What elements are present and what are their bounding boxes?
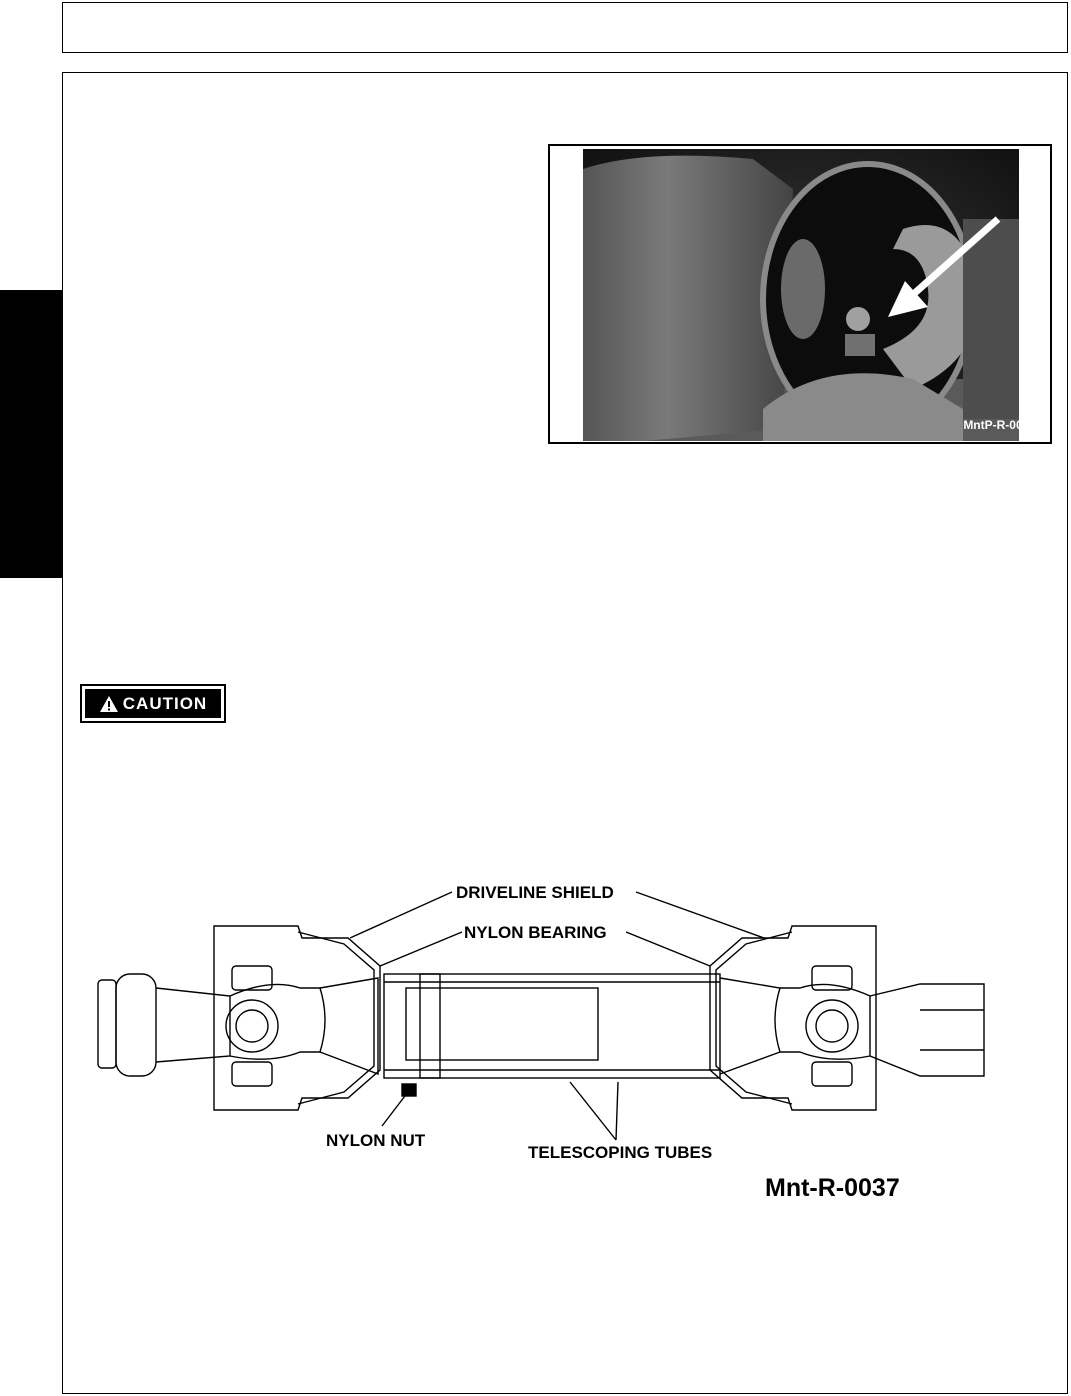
label-nylon-nut: NYLON NUT: [326, 1131, 426, 1150]
label-telescoping-tubes: TELESCOPING TUBES: [528, 1143, 713, 1162]
nylon-nut: [402, 1084, 416, 1096]
leader-shield-left: [350, 892, 452, 938]
right-end-tube: [870, 984, 984, 1076]
caution-badge: [80, 684, 226, 723]
left-cross-bearing: [226, 1000, 278, 1052]
label-driveline-shield: DRIVELINE SHIELD: [456, 883, 614, 902]
right-cross-bearing: [806, 1000, 858, 1052]
left-collar: [98, 980, 116, 1068]
photo-code: MntP-R-0021: [963, 418, 1036, 432]
label-nylon-bearing: NYLON BEARING: [464, 923, 607, 942]
warning-triangle-icon: [99, 695, 119, 713]
leader-tube-2: [616, 1082, 618, 1140]
leader-bearing-right: [626, 932, 710, 966]
grease-fitting-photo: [548, 144, 1052, 444]
leader-shield-right: [636, 892, 764, 938]
leader-nut: [382, 1092, 408, 1126]
section-side-tab: [0, 290, 62, 578]
leader-bearing-left: [380, 932, 462, 966]
outer-tube: [384, 974, 720, 1078]
caution-label: CAUTION: [122, 693, 208, 713]
driveline-diagram: [80, 870, 1000, 1170]
leader-tube-1: [570, 1082, 616, 1140]
photo-image: [583, 149, 1019, 441]
diagram-code: Mnt-R-0037: [765, 1174, 900, 1202]
inner-tube: [406, 988, 598, 1060]
page-header-frame: [62, 2, 1068, 53]
